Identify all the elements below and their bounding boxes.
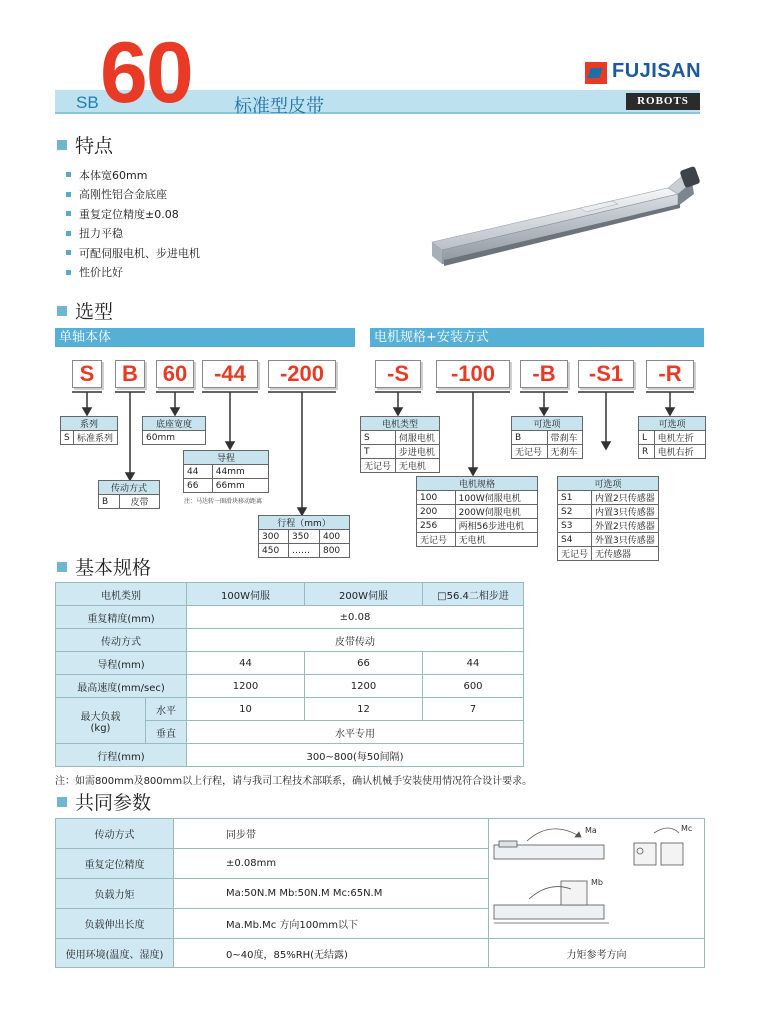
series-number: 60 — [100, 25, 192, 121]
bullet-icon — [66, 270, 71, 275]
table-row: 负载力矩 Ma:50N.M Mb:50N.M Mc:65N.M — [56, 879, 705, 909]
motor-side-table: 可选项 L 电机左折 R 电机右折 — [638, 416, 706, 459]
code-motor-spec: -100 — [436, 360, 510, 388]
square-bullet-icon — [57, 306, 67, 316]
code-brake: -B — [520, 360, 568, 388]
mc-label: Mc — [681, 824, 693, 833]
band-body: 单轴本体 — [55, 328, 355, 347]
list-item: 性价比好 — [66, 263, 200, 283]
diagram-caption: 力矩参考方向 — [489, 939, 705, 968]
brand-subtitle: ROBOTS — [626, 93, 700, 110]
brand-logo-icon — [585, 62, 607, 84]
table-row: 重复精度(mm) ±0.08 — [56, 606, 524, 629]
code-stroke: -200 — [268, 360, 336, 388]
series-table: 系列 S 标准系列 — [60, 416, 118, 445]
mb-label: Mb — [591, 878, 603, 887]
table-row: 垂直 水平专用 — [56, 721, 524, 744]
series-prefix: SB — [76, 93, 99, 112]
basic-specs-table — [55, 582, 524, 767]
page-title: 标准型皮带 — [234, 96, 324, 117]
selection-heading: 选型 — [57, 297, 113, 324]
table-row: 传动方式 同步带 Ma Mc Mb — [56, 819, 705, 849]
table-row: 最大负载 (kg) 水平 10 12 7 — [56, 698, 524, 721]
lead-table: 导程 44 44mm 66 66mm — [183, 450, 269, 493]
table-row: 最高速度(mm/sec) 1200 1200 600 — [56, 675, 524, 698]
table-row: 电机类别 100W伺服 200W伺服 □56.4二相步进 — [56, 583, 524, 606]
basic-specs-heading: 基本规格 — [57, 553, 151, 580]
bullet-icon — [66, 172, 71, 177]
moment-diagram — [489, 819, 705, 939]
code-width: 60 — [156, 360, 194, 388]
code-motor-type: -S — [375, 360, 421, 388]
code-series: S — [72, 360, 102, 388]
list-item: 高刚性铝合金底座 — [66, 185, 200, 205]
table-row: 传动方式 皮带传动 — [56, 629, 524, 652]
drive-table: 传动方式 B 皮带 — [98, 480, 160, 509]
width-table: 底座宽度 60mm — [142, 416, 206, 445]
moment-diagram-drawing — [489, 819, 701, 935]
table-row: 使用环境(温度、湿度) 0~40度，85%RH(无结露) 力矩参考方向 — [56, 939, 705, 968]
list-item: 可配伺服电机、步进电机 — [66, 243, 200, 263]
table-row: 导程(mm) 44 66 44 — [56, 652, 524, 675]
code-drive: B — [115, 360, 145, 388]
bullet-icon — [66, 211, 71, 216]
lead-note: 注：马达转一圈滑块移动距离 — [184, 498, 263, 505]
table-row: 行程(mm) 300~800(每50间隔) — [56, 744, 524, 767]
table-row: 重复定位精度 ±0.08mm — [56, 849, 705, 879]
sensor-table: 可选项 S1 内置2只传感器 S2 内置3只传感器 S3 外置2只传感器 S4 外置3只传感器 无记号 无传感器 — [557, 476, 659, 561]
table-row: 负载伸出长度 Ma.Mb.Mc 方向100mm以下 — [56, 909, 705, 939]
motor-type-table: 电机类型 S 伺服电机 T 步进电机 无记号 无电机 — [360, 416, 440, 473]
common-params-table — [55, 818, 705, 968]
bullet-icon — [66, 250, 71, 255]
stroke-table: 行程（mm） 300 350 400 450 …… 800 — [258, 515, 350, 558]
bullet-icon — [66, 231, 71, 236]
brand-name: FUJISAN — [612, 60, 702, 82]
square-bullet-icon — [57, 140, 67, 150]
band-motor: 电机规格+安装方式 — [370, 328, 704, 347]
code-lead: -44 — [202, 360, 258, 388]
ma-label: Ma — [585, 826, 597, 835]
features-heading: 特点 — [57, 131, 113, 158]
list-item: 扭力平稳 — [66, 224, 200, 244]
code-sensor: -S1 — [578, 360, 634, 388]
code-motor-side: -R — [646, 360, 694, 388]
list-item: 重复定位精度±0.08 — [66, 204, 200, 224]
motor-spec-table: 电机规格 100 100W伺服电机 200 200W伺服电机 256 两相56步进电机 无记号 无电机 — [416, 476, 538, 547]
common-params-heading: 共同参数 — [57, 788, 151, 815]
product-image — [430, 160, 705, 280]
brake-table: 可选项 B 带刹车 无记号 无刹车 — [511, 416, 583, 459]
bullet-icon — [66, 192, 71, 197]
features-list — [66, 165, 200, 282]
square-bullet-icon — [57, 797, 67, 807]
list-item: 本体宽60mm — [66, 165, 200, 185]
square-bullet-icon — [57, 562, 67, 572]
basic-specs-note: 注：如需800mm及800mm以上行程，请与我司工程技术部联系，确认机械手安装使用情况符合设计要求。 — [55, 776, 533, 787]
